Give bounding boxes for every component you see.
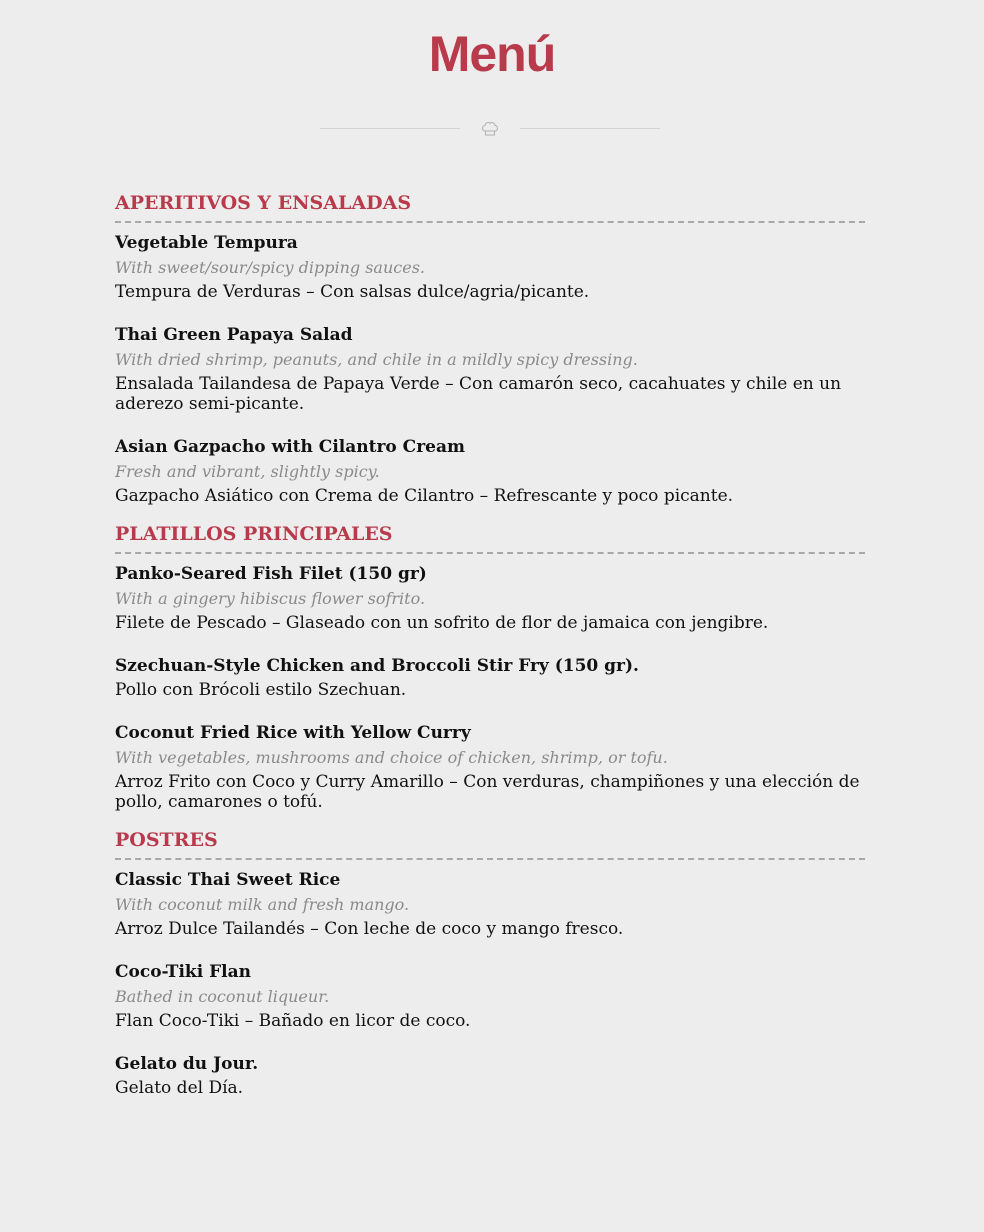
item-description: With vegetables, mushrooms and choice of chicken, shrimp, or tofu. (115, 748, 668, 767)
section-title: APERITIVOS Y ENSALADAS (115, 190, 865, 223)
menu-item (115, 960, 865, 1031)
item-spanish-description: Flan Coco-Tiki – Bañado en licor de coco. (115, 1011, 471, 1031)
item-name: Thai Green Papaya Salad (115, 325, 353, 345)
item-spanish-description: Ensalada Tailandesa de Papaya Verde – Con camarón seco, cacahuates y chile en un aderezo semi-picante. (115, 374, 842, 414)
menu-section (115, 521, 865, 812)
section-title: POSTRES (115, 827, 865, 860)
menu-item (115, 435, 865, 506)
menu-content (115, 190, 865, 1113)
item-spanish-description: Filete de Pescado – Glaseado con un sofrito de flor de jamaica con jengibre. (115, 613, 769, 633)
item-name: Panko-Seared Fish Filet (150 gr) (115, 564, 427, 584)
menu-section (115, 827, 865, 1098)
menu-item (115, 868, 865, 939)
item-name: Coco-Tiki Flan (115, 962, 251, 982)
item-spanish-description: Pollo con Brócoli estilo Szechuan. (115, 680, 407, 700)
item-name: Coconut Fried Rice with Yellow Curry (115, 723, 471, 743)
item-spanish-description: Tempura de Verduras – Con salsas dulce/agria/picante. (115, 282, 590, 302)
item-name: Gelato du Jour. (115, 1054, 259, 1074)
menu-item (115, 654, 865, 700)
item-name: Classic Thai Sweet Rice (115, 870, 341, 890)
item-name: Szechuan-Style Chicken and Broccoli Stir Fry (150 gr). (115, 656, 639, 676)
menu-item (115, 323, 865, 414)
item-spanish-description: Gazpacho Asiático con Crema de Cilantro – Refrescante y poco picante. (115, 486, 734, 506)
menu-item (115, 231, 865, 302)
item-description: Bathed in coconut liqueur. (115, 987, 330, 1006)
item-spanish-description: Arroz Dulce Tailandés – Con leche de coco y mango fresco. (115, 919, 624, 939)
item-description: Fresh and vibrant, slightly spicy. (115, 462, 380, 481)
divider-line-right (520, 128, 660, 129)
menu-item (115, 721, 865, 812)
title-divider (320, 118, 660, 140)
item-description: With dried shrimp, peanuts, and chile in a mildly spicy dressing. (115, 350, 638, 369)
item-description: With a gingery hibiscus flower sofrito. (115, 589, 426, 608)
item-name: Vegetable Tempura (115, 233, 298, 253)
menu-item (115, 562, 865, 633)
page-title: Menú (428, 26, 556, 82)
item-name: Asian Gazpacho with Cilantro Cream (115, 437, 465, 457)
section-title: PLATILLOS PRINCIPALES (115, 521, 865, 554)
menu-item (115, 1052, 865, 1098)
item-description: With sweet/sour/spicy dipping sauces. (115, 258, 425, 277)
item-spanish-description: Arroz Frito con Coco y Curry Amarillo – Con verduras, champiñones y una elección de pollo, camarones o tofú. (115, 772, 860, 812)
divider-line-left (320, 128, 460, 129)
menu-section (115, 190, 865, 506)
chef-hat-icon (480, 120, 500, 138)
item-spanish-description: Gelato del Día. (115, 1078, 244, 1098)
item-description: With coconut milk and fresh mango. (115, 895, 410, 914)
